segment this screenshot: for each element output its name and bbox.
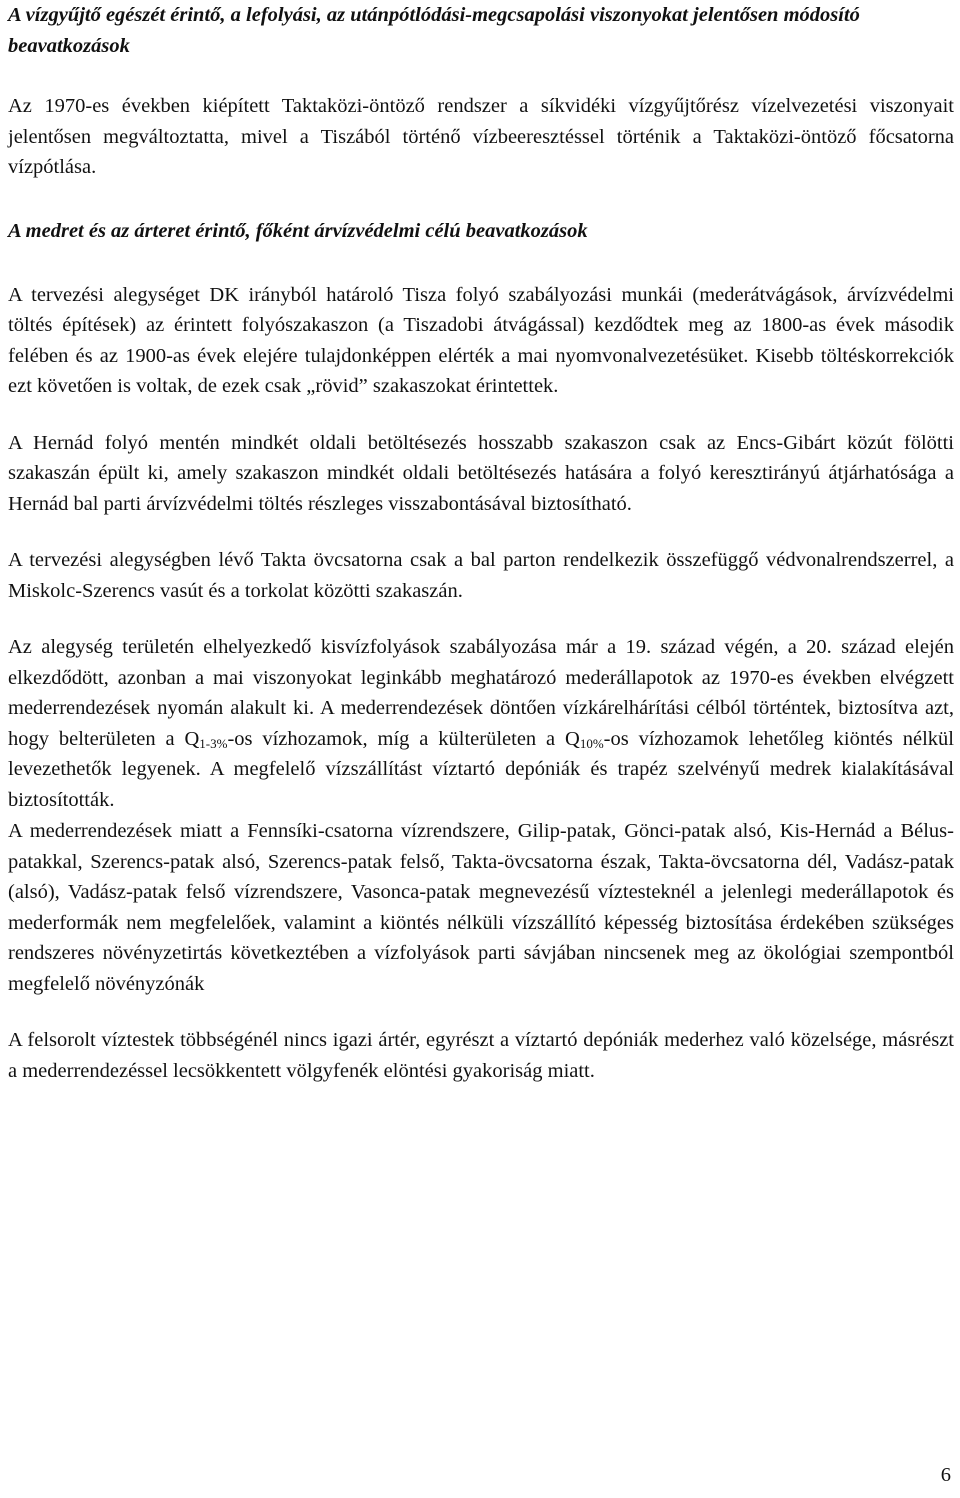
paragraph-taktakozi: Az 1970-es években kiépített Taktaközi-öntöző rendszer a síkvidéki vízgyűjtőrész vízelvezetési viszonyait jelentősen megváltoztatta, mivel a Tiszából történő vízbeeresztéssel történik a Taktaközi-öntöző főcsatorna vízpótlása.	[8, 95, 954, 178]
section-heading-vizgyujto: A vízgyűjtő egészét érintő, a lefolyási, az utánpótlódási-megcsapolási viszonyokat jelentősen módosító beavatkozások	[8, 4, 860, 57]
paragraph-tisza: A tervezési alegységet DK irányból határoló Tisza folyó szabályozási munkái (mederátvágások, árvízvédelmi töltés építések) az érintett folyószakaszon (a Tiszadobi átvágással) kezdődtek meg az 1800-as évek második felében és az 1900-as évek elejére tulajdonképpen elérték a mai nyomvonalvezetésüket. Kisebb töltéskorrekciók ezt követően is voltak, de ezek csak „rövid” szakaszokat érintettek.	[8, 283, 954, 397]
page-number: 6	[940, 1464, 951, 1486]
paragraph-hernad: A Hernád folyó mentén mindkét oldali betöltésezés hosszabb szakaszon csak az Encs-Gibárt közút fölötti szakaszán épült ki, amely szakaszon mindkét oldali betöltésezés hatására a folyó keresztirányú átjárhatósága a Hernád bal parti árvízvédelmi töltés részleges visszabontásával biztosítható.	[8, 431, 954, 515]
paragraph-kisvizfolyasok-part-b: -os vízhozamok, míg a külterületen a Q	[227, 727, 580, 750]
paragraph-felsorolt: A felsorolt víztestek többségénél nincs igazi ártér, egyrészt a víztartó depóniák mederhez való közelsége, másrészt a mederrendezéssel lecsökkentett völgyfenék elöntési gyakoriság miatt.	[8, 1029, 954, 1082]
document-page	[8, 0, 954, 1086]
subscript-q-10: 10%	[579, 735, 604, 751]
paragraph-fennsiki: A mederrendezések miatt a Fennsíki-csatorna vízrendszere, Gilip-patak, Gönci-patak alsó, Kis-Hernád a Bélus-patakkal, Szerencs-patak alsó, Szerencs-patak felső, Takta-övcsatorna észak, Takta-övcsatorna dél, Vadász-patak (alsó), Vadász-patak felső vízrendszere, Vasonca-patak megnevezésű víztesteknél a jelenlegi mederállapotok és mederformák nem megfelelőek, valamint a kiöntés nélküli vízszállító képesség biztosítása érdekében szükséges rendszeres növényzetirtás következtében a vízfolyások parti sávjában nincsenek meg az ökológiai szempontból megfelelő növényzónák	[8, 820, 954, 995]
section-heading-medret: A medret és az árteret érintő, főként árvízvédelmi célú beavatkozások	[8, 219, 588, 242]
paragraph-kisvizfolyasok-part-a: Az alegység területén elhelyezkedő kisvízfolyások szabályozása már a 19. század végén, a 20. század elején elkezdődött, azonban a mai viszonyokat leginkább meghatározó mederállapotok az 1970-es években elvégzett mederrendezések nyomán alakult ki. A mederrendezések döntően vízkárelhárítási célból történtek, biztosítva azt, hogy belterületen a Q	[8, 636, 954, 750]
paragraph-takta: A tervezési alegységben lévő Takta övcsatorna csak a bal parton rendelkezik összefüggő védvonalrendszerrel, a Miskolc-Szerencs vasút és a torkolat közötti szakaszán.	[8, 549, 954, 602]
paragraph-kisvizfolyasok-part-c: -os vízhozamok lehetőleg kiöntés nélkül levezethetők legyenek. A megfelelő vízszállítást víztartó depóniák és trapéz szelvényű medrek kialakításával biztosították.	[8, 727, 954, 811]
section-heading-wrapper	[8, 216, 954, 247]
paragraph-kisvizfolyasok	[8, 632, 954, 815]
subscript-q-1-3: 1-3%	[199, 735, 228, 751]
